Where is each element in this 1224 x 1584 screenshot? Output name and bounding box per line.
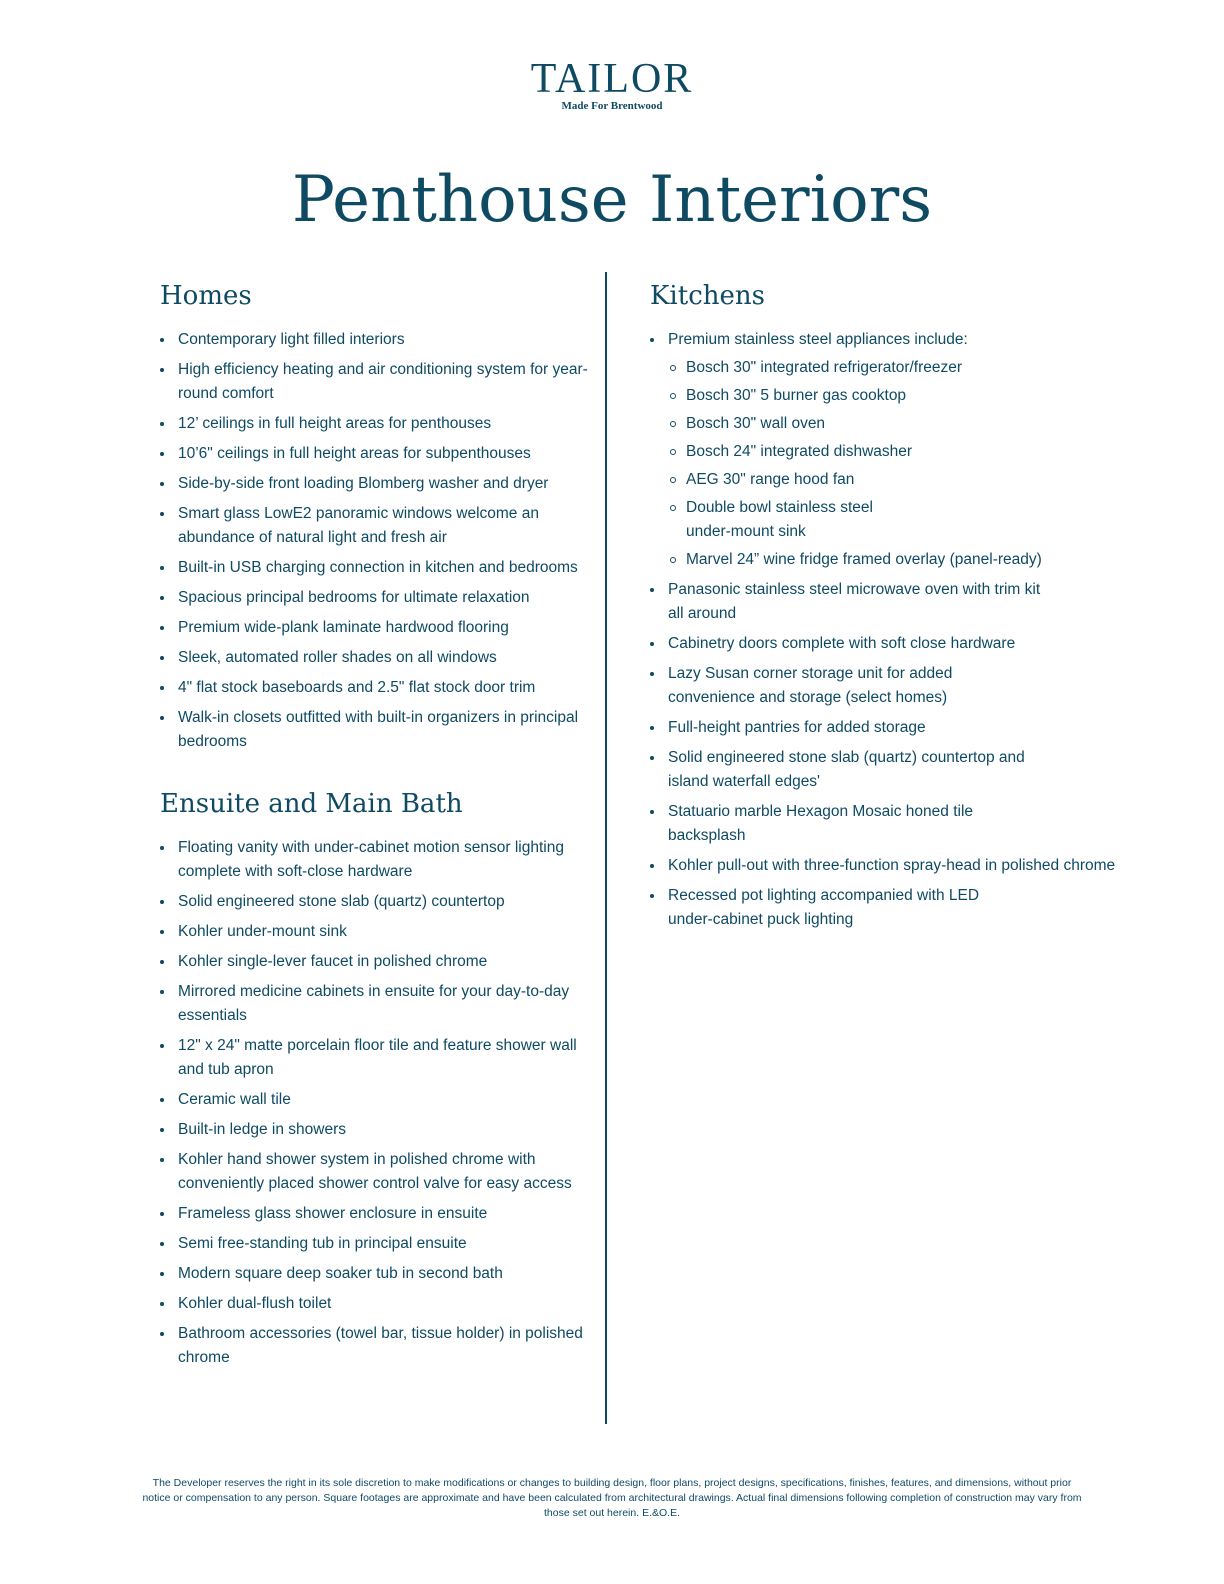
list-item: Frameless glass shower enclosure in ensuite bbox=[160, 1202, 590, 1226]
list-item: Walk-in closets outfitted with built-in organizers in principal bedrooms bbox=[160, 706, 590, 754]
list-item: Lazy Susan corner storage unit for added convenience and storage (select homes) bbox=[650, 662, 998, 710]
sub-list-item: Bosch 30" wall oven bbox=[668, 412, 1150, 436]
list-item: Smart glass LowE2 panoramic windows welcome an abundance of natural light and fresh air bbox=[160, 502, 590, 550]
right-column bbox=[650, 278, 1150, 938]
list-item: Built-in ledge in showers bbox=[160, 1118, 590, 1142]
legal-disclaimer: The Developer reserves the right in its sole discretion to make modifications or changes to building design, floor plans, project designs, specifications, finishes, features, and dimensions, without prior notice or compensation to any person. Square footages are approximate and have been calculated from architectural drawings. Actual final dimensions following completion of construction may vary from those set out herein. E.&O.E. bbox=[142, 1477, 1082, 1519]
list-item: Kohler under-mount sink bbox=[160, 920, 590, 944]
sub-list-item: AEG 30" range hood fan bbox=[668, 468, 1150, 492]
brand-logo bbox=[0, 56, 1224, 112]
sub-list-item: Double bowl stainless steel under-mount sink bbox=[668, 496, 906, 544]
list-item: Side-by-side front loading Blomberg washer and dryer bbox=[160, 472, 590, 496]
list-item: Solid engineered stone slab (quartz) countertop bbox=[160, 890, 590, 914]
section-gap bbox=[160, 760, 590, 786]
column-divider bbox=[605, 272, 607, 1424]
sub-list-item: Bosch 30" integrated refrigerator/freezer bbox=[668, 356, 1150, 380]
sub-list-item: Bosch 30" 5 burner gas cooktop bbox=[668, 384, 1150, 408]
list-item: 12" x 24" matte porcelain floor tile and feature shower wall and tub apron bbox=[160, 1034, 590, 1082]
list-item: Statuario marble Hexagon Mosaic honed tile backsplash bbox=[650, 800, 988, 848]
homes-heading: Homes bbox=[160, 281, 252, 311]
list-item: Kohler hand shower system in polished chrome with conveniently placed shower control valve for easy access bbox=[160, 1148, 590, 1196]
list-item: Solid engineered stone slab (quartz) countertop and island waterfall edges' bbox=[650, 746, 1068, 794]
list-item: Modern square deep soaker tub in second bath bbox=[160, 1262, 590, 1286]
kitchens-heading: Kitchens bbox=[650, 281, 765, 311]
list-item: Recessed pot lighting accompanied with LED under-cabinet puck lighting bbox=[650, 884, 1018, 932]
list-item: Semi free-standing tub in principal ensuite bbox=[160, 1232, 590, 1256]
sub-list-item: Bosch 24" integrated dishwasher bbox=[668, 440, 1150, 464]
list-item: Spacious principal bedrooms for ultimate relaxation bbox=[160, 586, 590, 610]
list-item: Floating vanity with under-cabinet motion sensor lighting complete with soft-close hardware bbox=[160, 836, 590, 884]
sub-list-item: Marvel 24” wine fridge framed overlay (panel-ready) bbox=[668, 548, 1150, 572]
homes-list bbox=[160, 328, 590, 754]
page-title: Penthouse Interiors bbox=[291, 163, 933, 237]
list-item: Bathroom accessories (towel bar, tissue holder) in polished chrome bbox=[160, 1322, 590, 1370]
bath-heading: Ensuite and Main Bath bbox=[160, 789, 463, 819]
list-item: Full-height pantries for added storage bbox=[650, 716, 1150, 740]
list-item: Kohler single-lever faucet in polished chrome bbox=[160, 950, 590, 974]
list-item-appliances bbox=[650, 328, 1150, 572]
list-item: Kohler pull-out with three-function spray-head in polished chrome bbox=[650, 854, 1150, 878]
list-item: Cabinetry doors complete with soft close hardware bbox=[650, 632, 1150, 656]
list-item: High efficiency heating and air conditioning system for year-round comfort bbox=[160, 358, 590, 406]
list-item: Ceramic wall tile bbox=[160, 1088, 590, 1112]
list-item: 10’6" ceilings in full height areas for subpenthouses bbox=[160, 442, 590, 466]
list-item: 4" flat stock baseboards and 2.5" flat stock door trim bbox=[160, 676, 590, 700]
list-item: Panasonic stainless steel microwave oven with trim kit all around bbox=[650, 578, 1048, 626]
bath-list bbox=[160, 836, 590, 1370]
kitchens-list bbox=[650, 328, 1150, 932]
list-item: Mirrored medicine cabinets in ensuite for your day-to-day essentials bbox=[160, 980, 590, 1028]
list-item: Built-in USB charging connection in kitchen and bedrooms bbox=[160, 556, 590, 580]
list-item: Premium wide-plank laminate hardwood flooring bbox=[160, 616, 590, 640]
list-item: Contemporary light filled interiors bbox=[160, 328, 590, 352]
list-item: Sleek, automated roller shades on all windows bbox=[160, 646, 590, 670]
appliances-intro: Premium stainless steel appliances include: bbox=[668, 331, 968, 348]
list-item: 12’ ceilings in full height areas for penthouses bbox=[160, 412, 590, 436]
brand-name: TAILOR bbox=[530, 56, 694, 102]
appliances-sublist bbox=[668, 356, 1150, 572]
list-item: Kohler dual-flush toilet bbox=[160, 1292, 590, 1316]
left-column bbox=[160, 278, 590, 1376]
brand-tagline: Made For Brentwood bbox=[561, 100, 663, 112]
